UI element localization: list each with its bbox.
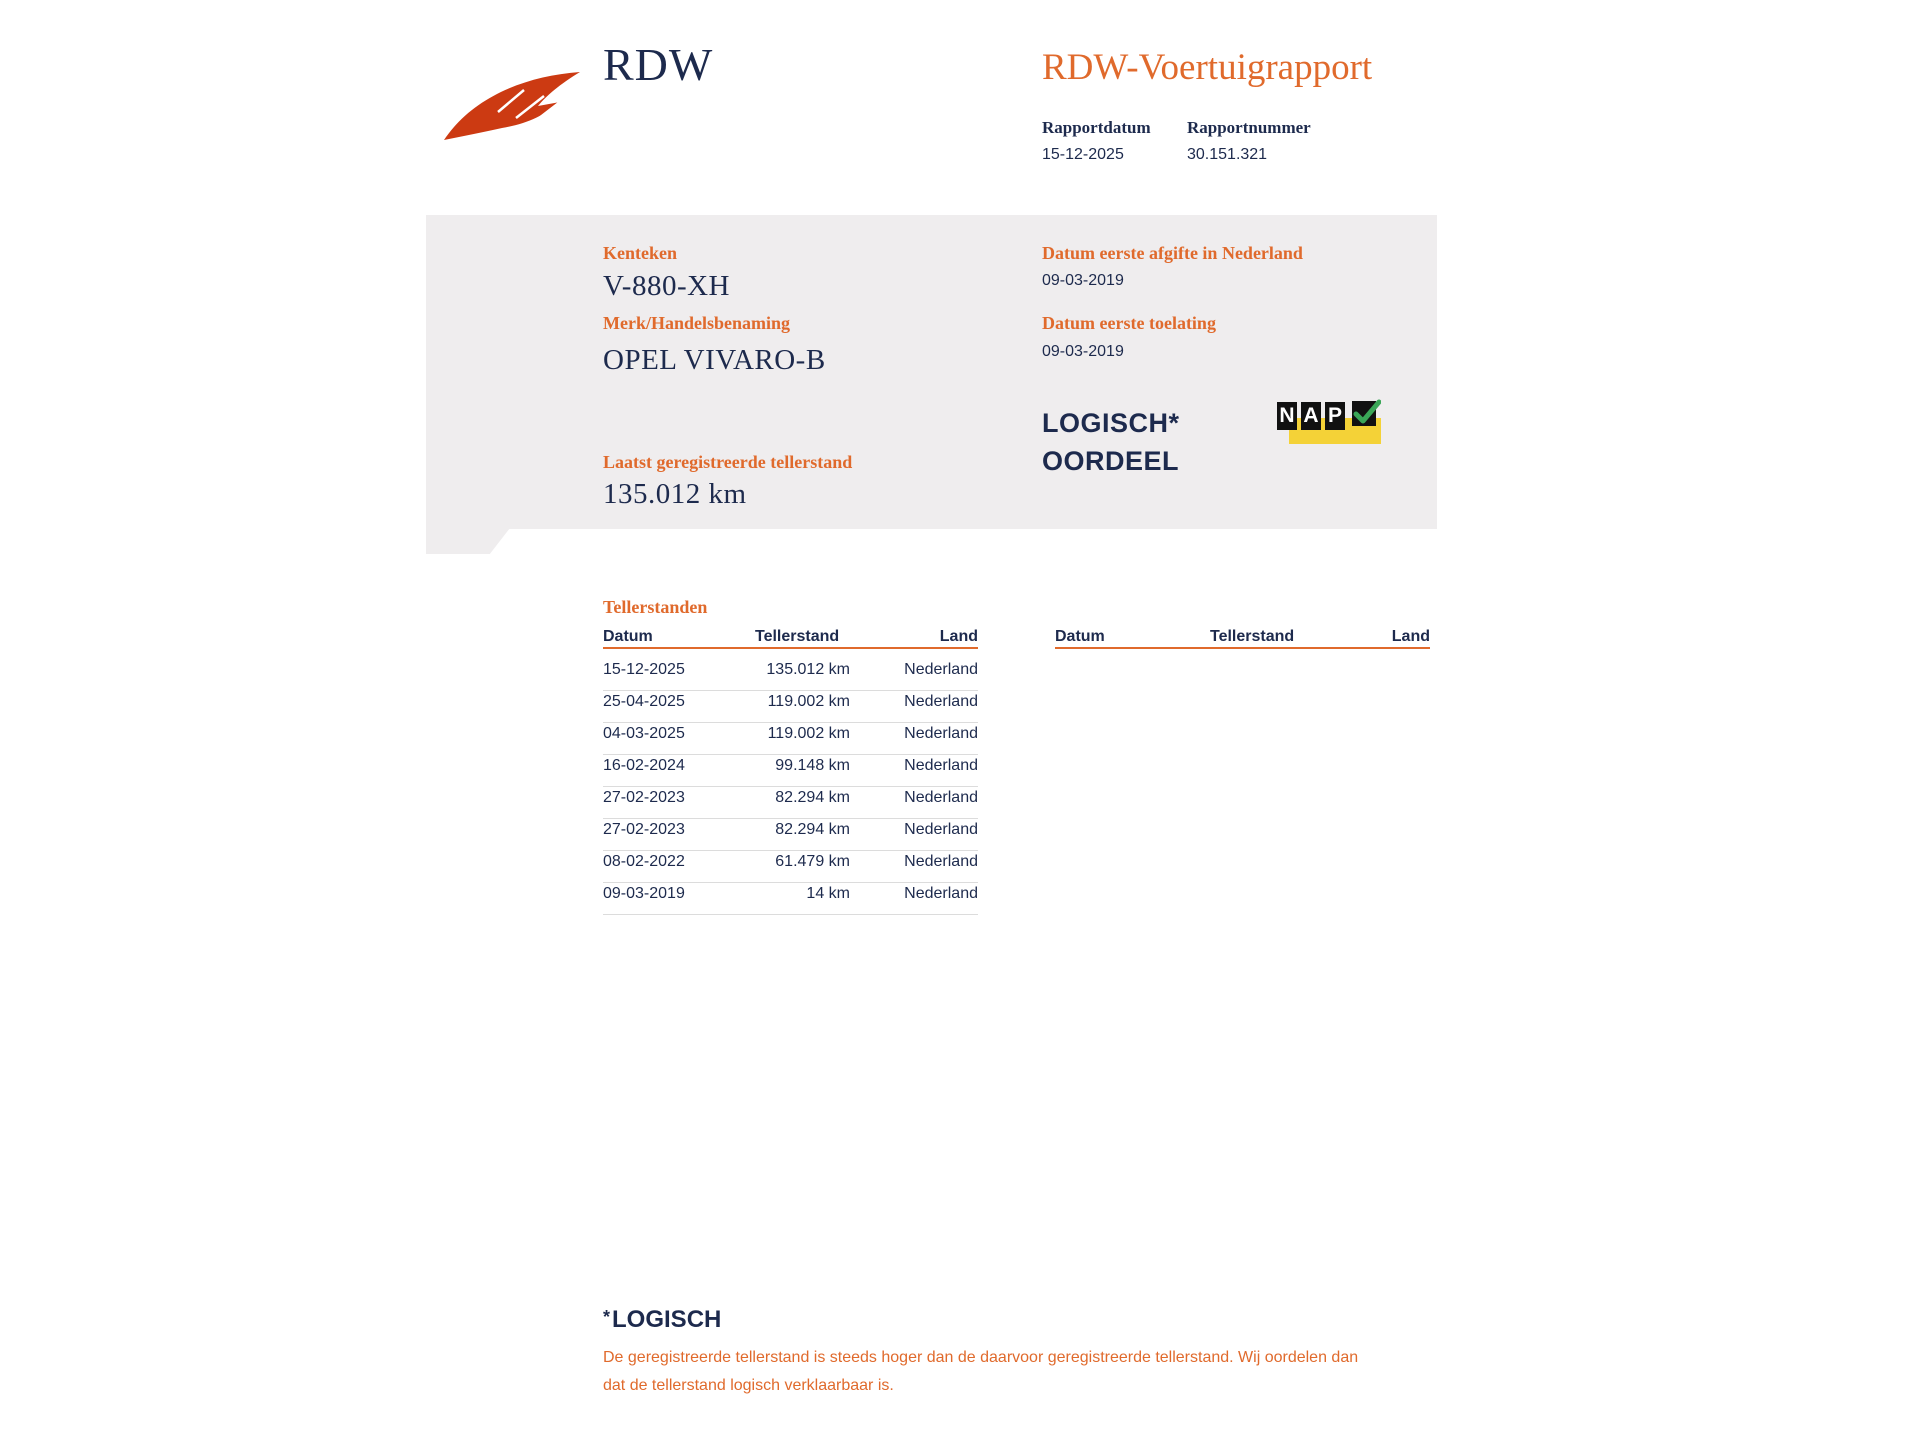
footnote-heading: LOGISCH — [612, 1306, 722, 1333]
table-row — [603, 853, 978, 885]
nap-letter-a: A — [1301, 402, 1321, 430]
row-reading: 14 km — [806, 885, 850, 902]
row-country: Nederland — [904, 885, 978, 902]
last-odometer-reading: 135.012 km — [603, 478, 747, 510]
verdict-line-2: OORDEEL — [1042, 446, 1180, 476]
row-divider — [603, 786, 978, 787]
col-header-reading-2: Tellerstand — [1210, 628, 1295, 645]
nap-letter-p: P — [1325, 402, 1345, 430]
report-number: 30.151.321 — [1187, 146, 1268, 163]
table-row — [603, 693, 978, 725]
row-date: 27-02-2023 — [603, 789, 685, 806]
row-date: 08-02-2022 — [603, 853, 685, 870]
row-reading: 119.002 km — [767, 693, 850, 710]
report-date: 15-12-2025 — [1042, 146, 1124, 163]
header-rule-2 — [1055, 647, 1430, 649]
col-header-date: Datum — [603, 628, 653, 645]
row-divider — [603, 818, 978, 819]
row-reading: 119.002 km — [767, 725, 850, 742]
nap-check-icon — [1351, 398, 1381, 428]
footnote-line-1: De geregistreerde tellerstand is steeds hoger dan de daarvoor geregistreerde tellerstand. Wij oordelen dan — [603, 1349, 1359, 1366]
row-date: 27-02-2023 — [603, 821, 685, 838]
row-country: Nederland — [904, 661, 978, 678]
row-divider — [603, 882, 978, 883]
row-reading: 135.012 km — [766, 661, 850, 678]
plate-label: Kenteken — [603, 243, 677, 263]
row-country: Nederland — [904, 853, 978, 870]
footnote-line-2: dat de tellerstand logisch verklaarbaar is. — [603, 1377, 894, 1394]
row-reading: 61.479 km — [775, 853, 850, 870]
row-date: 15-12-2025 — [603, 661, 685, 678]
table-row — [603, 821, 978, 853]
row-date: 16-02-2024 — [603, 757, 685, 774]
report-title: RDW-Voertuigrapport — [1042, 47, 1373, 88]
row-country: Nederland — [904, 725, 978, 742]
first-issue-nl-label: Datum eerste afgifte in Nederland — [1042, 243, 1303, 263]
row-date: 09-03-2019 — [603, 885, 685, 902]
row-reading: 99.148 km — [775, 757, 850, 774]
row-date: 04-03-2025 — [603, 725, 685, 742]
footnote-title — [603, 1306, 721, 1334]
row-divider — [603, 722, 978, 723]
license-plate: V-880-XH — [603, 270, 730, 302]
row-country: Nederland — [904, 789, 978, 806]
table-row — [603, 725, 978, 757]
row-divider — [603, 914, 978, 915]
brand-name: RDW — [603, 39, 714, 90]
row-country: Nederland — [904, 821, 978, 838]
first-issue-nl-date: 09-03-2019 — [1042, 272, 1124, 289]
rdw-logo-icon — [442, 62, 582, 142]
col-header-country: Land — [939, 628, 978, 645]
row-divider — [603, 754, 978, 755]
col-header-date-2: Datum — [1055, 628, 1105, 645]
table-row — [603, 757, 978, 789]
table-row — [603, 789, 978, 821]
header-rule — [603, 647, 978, 649]
verdict-line-1: LOGISCH* — [1042, 408, 1180, 438]
report-date-label: Rapportdatum — [1042, 118, 1151, 137]
table-row — [603, 661, 978, 693]
row-reading: 82.294 km — [775, 789, 850, 806]
report-number-label: Rapportnummer — [1187, 118, 1311, 137]
footnote-text — [603, 1344, 1453, 1400]
row-divider — [603, 690, 978, 691]
col-header-reading: Tellerstand — [755, 628, 840, 645]
first-admission-date: 09-03-2019 — [1042, 343, 1124, 360]
panel-tab-decoration — [426, 528, 510, 554]
nap-letter-n: N — [1277, 402, 1297, 430]
nap-badge — [1277, 402, 1381, 444]
make-label: Merk/Handelsbenaming — [603, 313, 791, 333]
row-reading: 82.294 km — [775, 821, 850, 838]
row-divider — [603, 850, 978, 851]
odometer-label: Laatst geregistreerde tellerstand — [603, 452, 853, 472]
row-date: 25-04-2025 — [603, 693, 685, 710]
col-header-country-2: Land — [1391, 628, 1430, 645]
row-country: Nederland — [904, 693, 978, 710]
vehicle-make: OPEL VIVARO-B — [603, 344, 826, 376]
footnote-star: * — [603, 1307, 611, 1327]
table-row — [603, 885, 978, 917]
row-country: Nederland — [904, 757, 978, 774]
first-admission-label: Datum eerste toelating — [1042, 313, 1216, 333]
readings-title: Tellerstanden — [603, 597, 708, 617]
